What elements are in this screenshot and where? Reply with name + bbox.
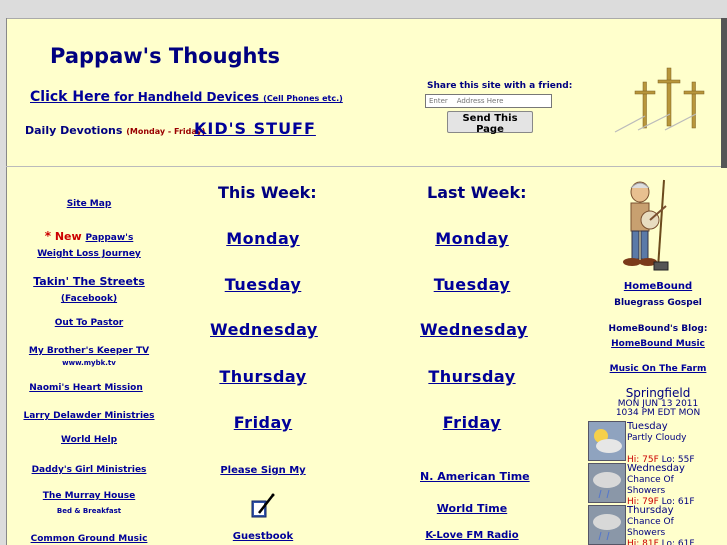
sidebar-item-murray-house[interactable]: The Murray House Bed & Breakfast bbox=[42, 491, 136, 515]
guestbook-pen-icon[interactable] bbox=[249, 493, 277, 519]
forecast-hi: Hi: 79F bbox=[627, 497, 659, 507]
weather-time: 1034 PM EDT MON bbox=[615, 408, 701, 418]
page-title: Pappaw's Thoughts bbox=[50, 44, 281, 68]
forecast-condition-2: Showers bbox=[627, 528, 666, 538]
forecast-condition-2: Showers bbox=[627, 486, 666, 496]
forecast-day: Thursday bbox=[627, 505, 674, 516]
sidebar-item-daddys-girl[interactable]: Daddy's Girl Ministries bbox=[31, 465, 147, 475]
blog-label: HomeBound's Blog: bbox=[608, 324, 708, 334]
handheld-link[interactable] bbox=[30, 89, 343, 105]
scrollbar[interactable] bbox=[721, 18, 727, 168]
daily-devotions bbox=[25, 124, 205, 137]
weather-cloud-icon bbox=[588, 463, 626, 503]
sidebar-item-site-map[interactable]: Site Map bbox=[66, 199, 112, 209]
handheld-link-main[interactable]: Click Here bbox=[30, 89, 110, 105]
sidebar-item-mybk[interactable]: My Brother's Keeper TV www.mybk.tv bbox=[28, 346, 150, 367]
this-week-monday[interactable]: Monday bbox=[226, 229, 300, 248]
sidebar-item-weight-loss[interactable]: * New Pappaw's Weight Loss Journey bbox=[37, 229, 141, 259]
sidebar-item-world-help[interactable]: World Help bbox=[60, 435, 118, 445]
send-page-button[interactable]: Send This Page bbox=[447, 111, 533, 133]
handheld-link-small[interactable]: (Cell Phones etc.) bbox=[263, 94, 343, 103]
sign-guestbook-label[interactable]: Please Sign My bbox=[220, 465, 306, 476]
new-badge: New bbox=[50, 230, 86, 243]
forecast-day: Tuesday bbox=[627, 421, 668, 432]
forecast-tuesday bbox=[588, 421, 727, 465]
last-week-monday[interactable]: Monday bbox=[435, 229, 509, 248]
forecast-lo: Lo: 61F bbox=[661, 539, 695, 545]
weather-date: MON JUN 13 2011 bbox=[617, 399, 699, 409]
bluegrass-label: Bluegrass Gospel bbox=[614, 298, 702, 308]
last-week-wednesday[interactable]: Wednesday bbox=[420, 320, 528, 339]
homebound-link[interactable]: HomeBound bbox=[623, 281, 693, 292]
weather-cloud-icon bbox=[588, 421, 626, 461]
forecast-condition: Chance Of bbox=[627, 517, 674, 527]
last-week-thursday[interactable]: Thursday bbox=[428, 367, 516, 386]
weather-city: Springfield bbox=[625, 386, 691, 400]
sidebar-item-naomi[interactable]: Naomi's Heart Mission bbox=[29, 383, 143, 393]
pappaw-banjo-icon bbox=[614, 176, 678, 276]
devotions-note: (Monday - Friday) bbox=[126, 127, 206, 136]
header-divider bbox=[6, 166, 721, 167]
world-time-link[interactable]: World Time bbox=[436, 502, 508, 515]
sidebar-item-out-to-pastor[interactable]: Out To Pastor bbox=[54, 318, 124, 328]
new-star: * bbox=[44, 229, 51, 243]
browser-frame-left bbox=[0, 18, 7, 545]
kids-stuff-link[interactable]: KID'S STUFF bbox=[194, 119, 316, 138]
forecast-lo: Lo: 61F bbox=[661, 497, 695, 507]
browser-frame-top bbox=[0, 0, 727, 19]
this-week-heading: This Week: bbox=[218, 183, 317, 202]
american-time-link[interactable]: N. American Time bbox=[420, 470, 530, 483]
forecast-thursday bbox=[588, 505, 727, 545]
this-week-thursday[interactable]: Thursday bbox=[219, 367, 307, 386]
forecast-day: Wednesday bbox=[627, 463, 685, 474]
sidebar-item-common-ground[interactable]: Common Ground Music bbox=[30, 534, 148, 544]
this-week-wednesday[interactable]: Wednesday bbox=[210, 320, 318, 339]
three-crosses-icon bbox=[610, 64, 710, 136]
last-week-friday[interactable]: Friday bbox=[442, 413, 502, 432]
devotions-label: Daily Devotions bbox=[25, 124, 127, 137]
last-week-tuesday[interactable]: Tuesday bbox=[433, 275, 511, 294]
this-week-friday[interactable]: Friday bbox=[233, 413, 293, 432]
sidebar-item-takin-streets[interactable]: Takin' The Streets (Facebook) bbox=[33, 275, 145, 304]
klove-radio-link[interactable]: K-Love FM Radio bbox=[425, 530, 519, 541]
forecast-hi: Hi: 81F bbox=[627, 539, 659, 545]
weather-cloud-icon bbox=[588, 505, 626, 545]
blog-link[interactable]: HomeBound Music bbox=[611, 339, 705, 349]
music-farm-link[interactable]: Music On The Farm bbox=[609, 364, 707, 374]
forecast-lo: Lo: 55F bbox=[661, 455, 695, 465]
share-label: Share this site with a friend: bbox=[427, 81, 573, 91]
forecast-condition: Chance Of bbox=[627, 475, 674, 485]
forecast-wednesday bbox=[588, 463, 727, 507]
forecast-hi: Hi: 75F bbox=[627, 455, 659, 465]
guestbook-link[interactable]: Guestbook bbox=[232, 531, 294, 542]
friend-email-input[interactable] bbox=[425, 94, 552, 108]
last-week-heading: Last Week: bbox=[427, 183, 527, 202]
sidebar-item-larry-delawder[interactable]: Larry Delawder Ministries bbox=[23, 411, 155, 421]
forecast-condition: Partly Cloudy bbox=[627, 433, 687, 443]
handheld-link-rest[interactable]: for Handheld Devices bbox=[109, 90, 264, 104]
this-week-tuesday[interactable]: Tuesday bbox=[224, 275, 302, 294]
